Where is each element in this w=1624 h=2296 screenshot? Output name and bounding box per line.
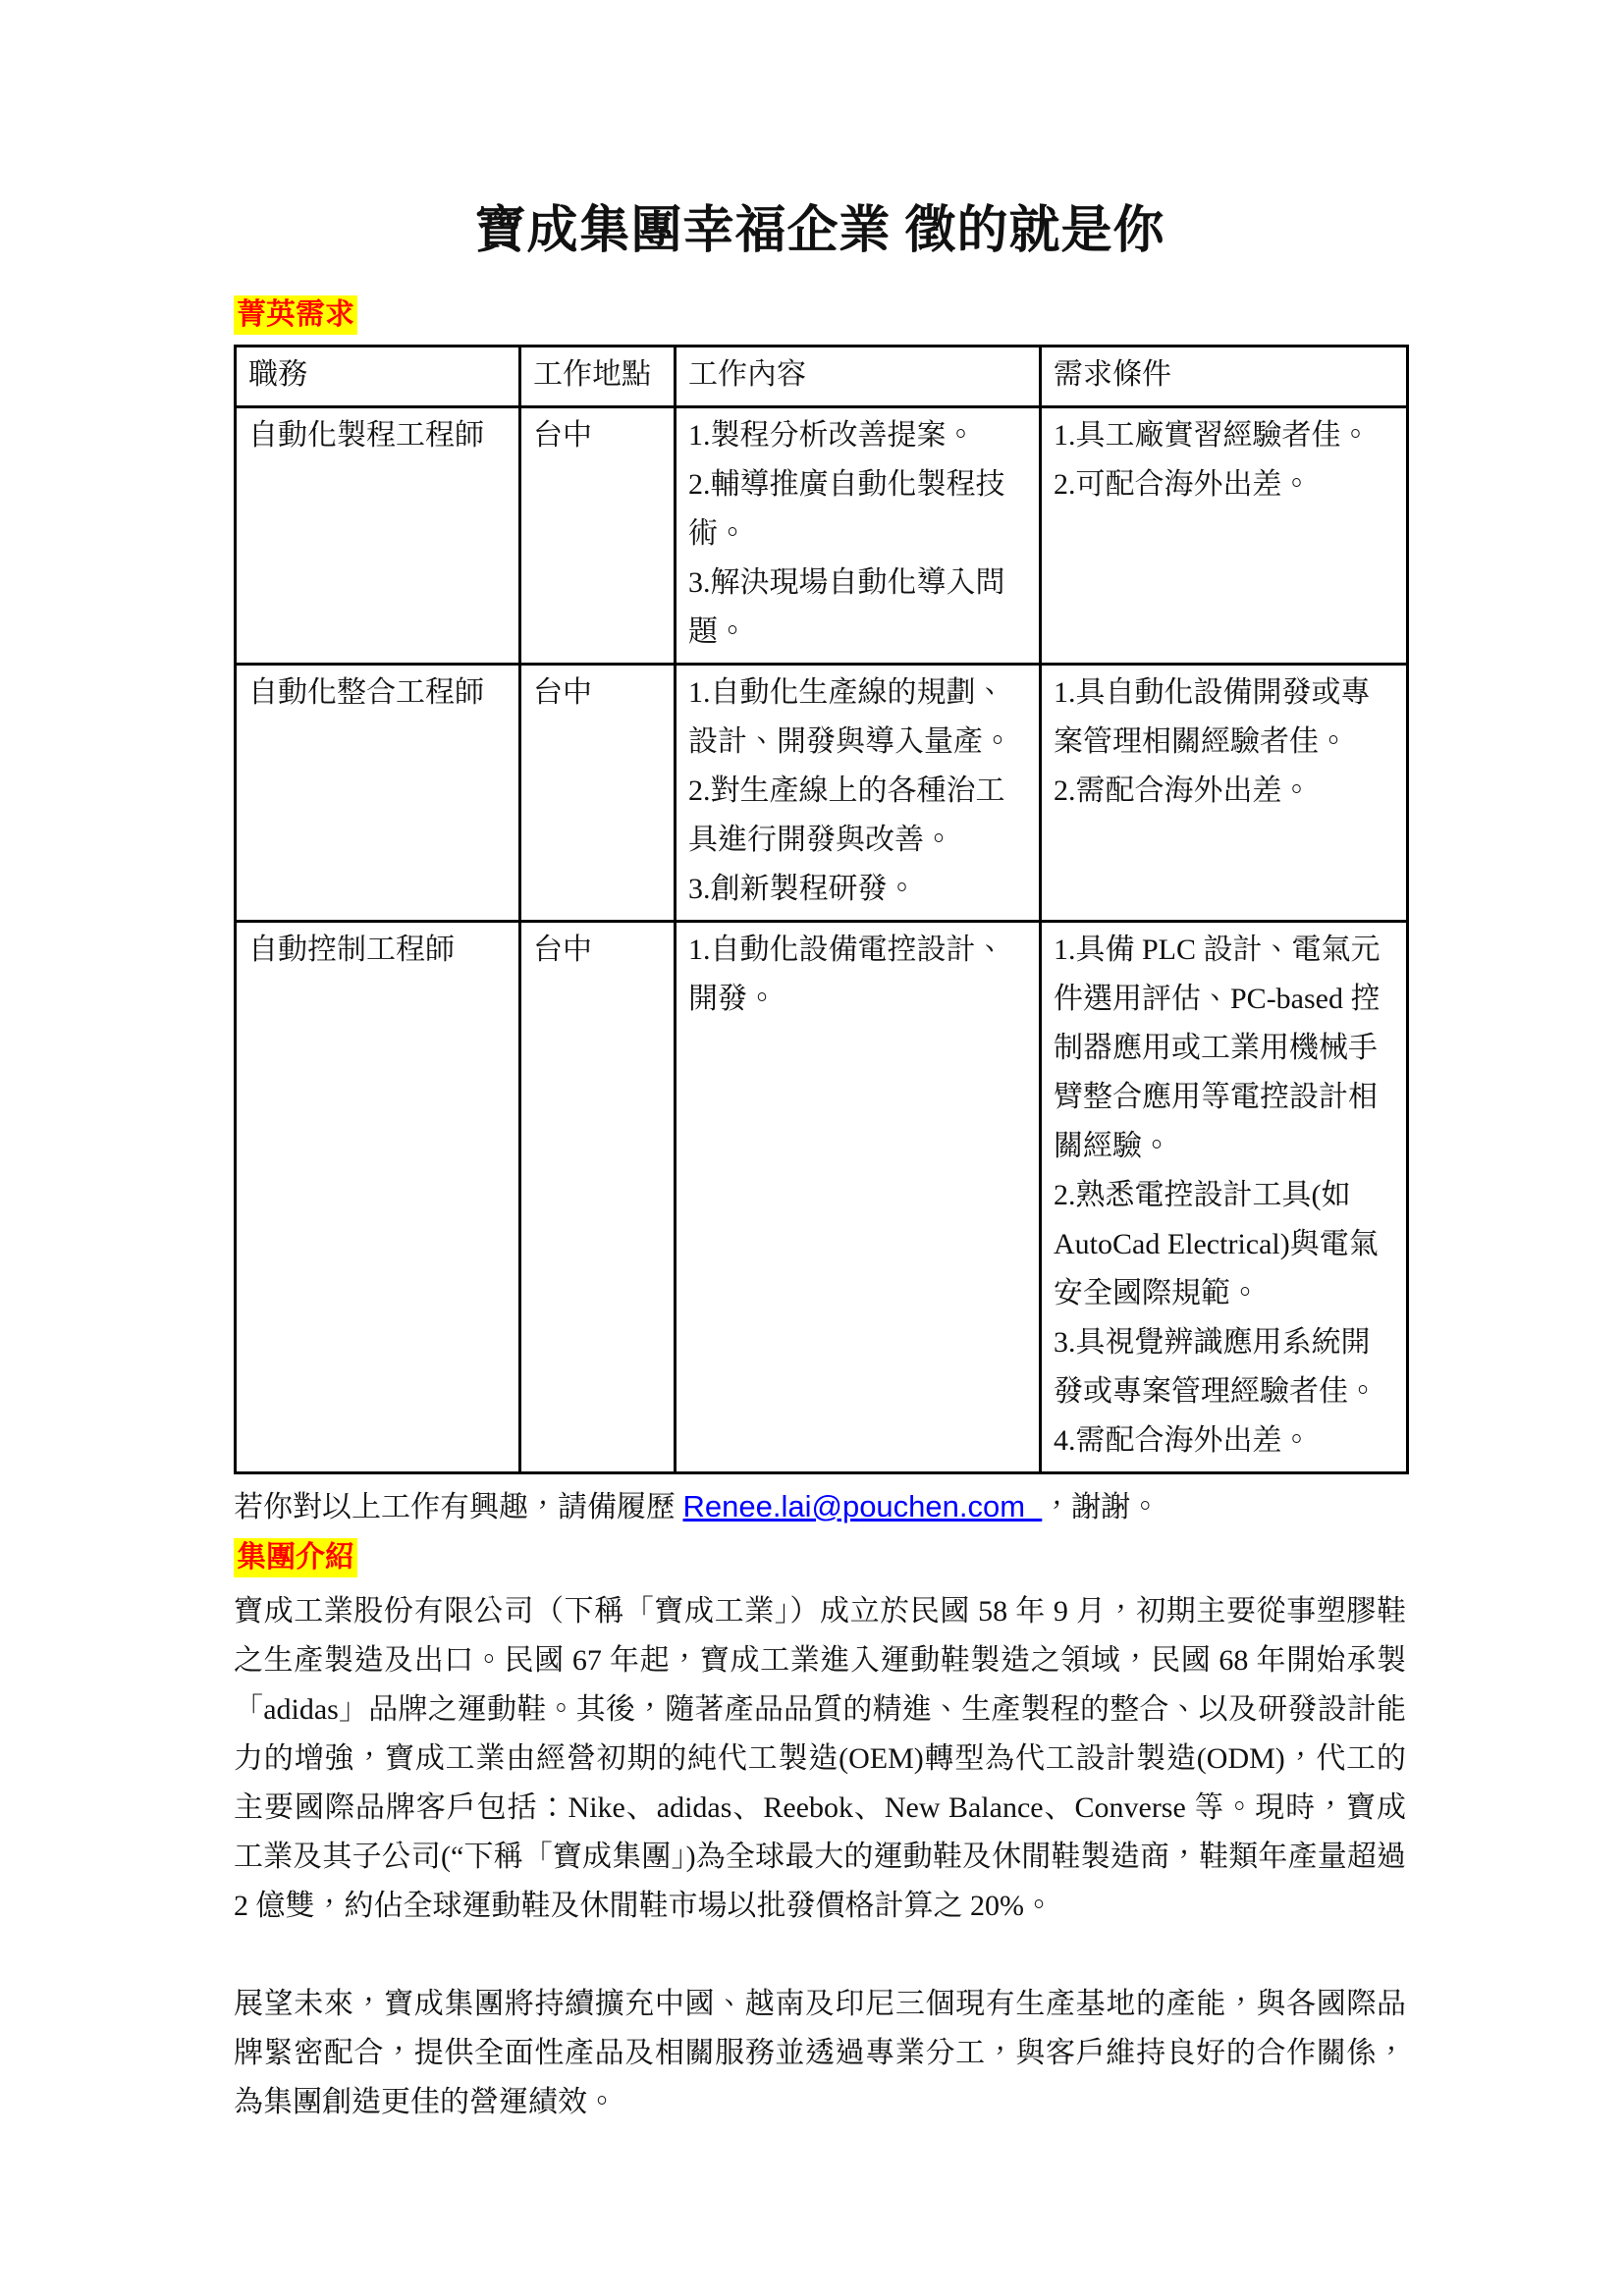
intro-paragraph-2: 展望未來，寶成集團將持續擴充中國、越南及印尼三個現有生產基地的產能，與各國際品牌緊密配合，提供全面性產品及相關服務並透過專業分工，與客戶維持良好的合作關係，為集團創造更佳的營運績效。 [234,1988,1406,2118]
requirement-item: 2.熟悉電控設計工具(如 AutoCad Electrical)與電氣安全國際規範。 [1054,1179,1379,1309]
table-row [236,665,1408,922]
header-requirements: 需求條件 [1041,347,1408,407]
cell-location: 台中 [520,665,676,922]
requirement-item: 1.具工廠實習經驗者佳。 [1054,419,1371,452]
header-duties: 工作內容 [676,347,1041,407]
cell-duties [676,665,1041,922]
cell-position: 自動化整合工程師 [236,665,520,922]
requirement-item: 2.可配合海外出差。 [1054,468,1312,501]
intro-section-heading [234,1534,1406,1587]
elite-needs-label: 菁英需求 [234,295,357,335]
cell-duties [676,922,1041,1473]
duty-item: 3.創新製程研發。 [688,873,917,905]
duty-item: 2.對生產線上的各種治工具進行開發與改善。 [688,774,1005,856]
duty-item: 3.解決現場自動化導入問題。 [688,566,1005,648]
table-row [236,407,1408,665]
group-intro-label: 集團介紹 [234,1538,357,1577]
header-position: 職務 [236,347,520,407]
table-header-row [236,347,1408,407]
requirement-item: 1.具備 PLC 設計、電氣元件選用評估、PC-based 控制器應用或工業用機械手臂整合應用等電控設計相關經驗。 [1054,934,1380,1162]
duty-item: 1.自動化生產線的規劃、設計、開發與導入量產。 [688,676,1012,758]
requirement-item: 1.具自動化設備開發或專案管理相關經驗者佳。 [1054,676,1371,758]
cell-requirements [1041,922,1408,1473]
requirement-item: 4.需配合海外出差。 [1054,1424,1312,1457]
page-title: 寶成集團幸福企業 徵的就是你 [474,203,1165,259]
table-row [236,922,1408,1473]
cell-requirements [1041,407,1408,665]
cell-position: 自動化製程工程師 [236,407,520,665]
duty-item: 1.自動化設備電控設計、開發。 [688,934,1005,1015]
duty-item: 1.製程分析改善提案。 [688,419,976,452]
intro-paragraph-1: 寶成工業股份有限公司（下稱「寶成工業」）成立於民國 58 年 9 月，初期主要從事塑膠鞋之生產製造及出口。民國 67 年起，寶成工業進入運動鞋製造之領域，民國 68 年開始承製「adidas」品牌之運動鞋。其後，隨著產品品質的精進、生產製程的整合、以及研發設計能力的增強，寶成工業由經營初期的純代工製造(OEM)轉型為代工設計製造(ODM)，代工的主要國際品牌客戶包括：Nike、adidas、Reebok、New Balance、Converse 等。現時，寶成工業及其子公司(“下稱「寶成集團」)為全球最大的運動鞋及休閒鞋製造商，鞋類年產量超過 2 億雙，約佔全球運動鞋及休閒鞋市場以批發價格計算之 20%。 [234,1595,1406,1922]
requirement-item: 2.需配合海外出差。 [1054,774,1312,807]
jobs-table [234,345,1409,1474]
header-location: 工作地點 [520,347,676,407]
elite-section-heading [234,295,1406,345]
requirement-item: 3.具視覺辨識應用系統開發或專案管理經驗者佳。 [1054,1326,1378,1408]
contact-text-before: 若你對以上工作有興趣，請備履歷 [234,1491,683,1523]
cell-location: 台中 [520,407,676,665]
duty-item: 2.輔導推廣自動化製程技術。 [688,468,1005,550]
cell-location: 台中 [520,922,676,1473]
cell-requirements [1041,665,1408,922]
cell-duties [676,407,1041,665]
contact-text-after: ，謝謝。 [1042,1491,1161,1523]
cell-position: 自動控制工程師 [236,922,520,1473]
contact-line [234,1482,1406,1532]
contact-email-link[interactable]: Renee.lai@pouchen.com [682,1489,1026,1523]
